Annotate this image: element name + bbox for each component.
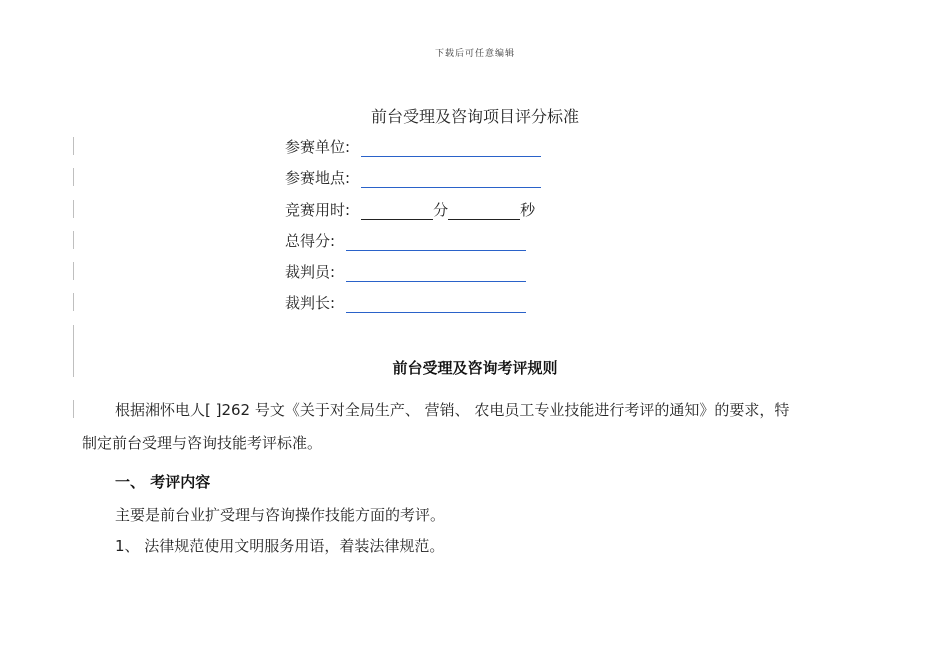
- list-item-1: 1、 法律规范使用文明服务用语，着装法律规范。: [115, 537, 445, 555]
- heading-evaluation-content: 一、 考评内容: [115, 473, 211, 491]
- margin-mark: [73, 200, 74, 218]
- field-time-minutes-unit: 分: [433, 201, 449, 219]
- document-title: 前台受理及咨询项目评分标准: [370, 107, 579, 126]
- margin-mark: [73, 168, 74, 186]
- field-chief-referee-line: [346, 295, 526, 313]
- field-time: [285, 199, 535, 220]
- field-referee-line: [346, 264, 526, 282]
- margin-mark: [73, 137, 74, 155]
- paragraph-evaluation-scope: 主要是前台业扩受理与咨询操作技能方面的考评。: [115, 506, 446, 524]
- field-location-line: [361, 170, 541, 188]
- margin-mark: [73, 231, 74, 249]
- margin-mark: [73, 400, 74, 418]
- field-time-minutes-line: [361, 202, 433, 220]
- intro-paragraph-line2: 制定前台受理与咨询技能考评标准。: [82, 434, 323, 452]
- margin-mark: [73, 262, 74, 280]
- field-unit: [285, 136, 541, 157]
- field-total-score-line: [346, 233, 526, 251]
- field-time-seconds-line: [448, 202, 520, 220]
- field-referee: [285, 261, 526, 282]
- field-total-score: [285, 230, 526, 251]
- section-title: 前台受理及咨询考评规则: [392, 359, 558, 377]
- field-time-label: 竞赛用时:: [285, 201, 351, 219]
- field-unit-line: [361, 139, 541, 157]
- field-chief-referee: [285, 292, 526, 313]
- field-chief-referee-label: 裁判长:: [285, 294, 336, 312]
- field-location: [285, 167, 541, 188]
- field-total-score-label: 总得分:: [285, 232, 336, 250]
- field-time-seconds-unit: 秒: [520, 201, 536, 219]
- field-referee-label: 裁判员:: [285, 263, 336, 281]
- field-unit-label: 参赛单位:: [285, 138, 351, 156]
- field-location-label: 参赛地点:: [285, 169, 351, 187]
- intro-paragraph-line1: 根据湘怀电人[ ]262 号文《关于对全局生产、 营销、 农电员工专业技能进行考评的通知》的要求，特: [115, 401, 790, 419]
- header-note: 下载后可任意编辑: [434, 49, 515, 59]
- margin-mark: [73, 293, 74, 311]
